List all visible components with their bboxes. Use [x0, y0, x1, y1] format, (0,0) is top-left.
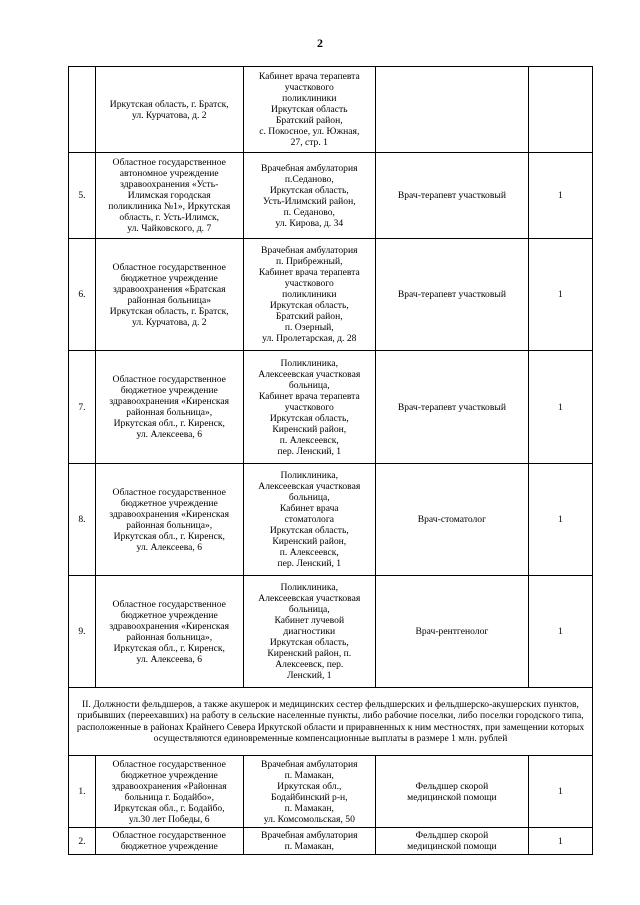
organization-cell: Областное государственное бюджетное учреждение здравоохранения «Киренская районная больница», Иркутская обл., г. Киренск, ул. Алексеева, 6 [95, 576, 243, 688]
position-cell: Врач-терапевт участковый [375, 239, 528, 351]
position-cell: Врач-рентгенолог [375, 576, 528, 688]
workplace-cell: Поликлиника, Алексеевская участковая больница, Кабинет врача стоматолога Иркутская область, Киренский район, п. Алексеевск, пер. Ленский, 1 [243, 464, 375, 576]
organization-cell: Областное государственное бюджетное учреждение здравоохранения «Районная больница г. Бодайбо», Иркутская обл., г. Бодайбо, ул.30 лет Победы, 6 [95, 756, 243, 828]
workplace-cell: Поликлиника, Алексеевская участковая больница, Кабинет лучевой диагностики Иркутская область, Киренский район, п. Алексеевск, пер. Ленский, 1 [243, 576, 375, 688]
row-number: 7. [69, 351, 96, 464]
table-row [69, 67, 593, 153]
row-number: 5. [69, 153, 96, 239]
section-heading: II. Должности фельдшеров, а также акушерок и медицинских сестер фельдшерских и фельдшерско-акушерских пунктов, прибывших (переехавших) на работу в сельские населенные пункты, либо рабочие поселки, либо поселки городского типа, расположенные в районах Крайнего Севера Иркутской области и приравненных к ним местностях, при замещении которых осуществляются единовременные компенсационные выплаты в размере 1 млн. рублей [69, 688, 593, 756]
workplace-cell: Врачебная амбулатория п. Прибрежный, Кабинет врача терапевта участкового поликлиники Иркутская область, Братский район, п. Озерный, ул. Пролетарская, д. 28 [243, 239, 375, 351]
row-number [69, 67, 96, 153]
row-number: 9. [69, 576, 96, 688]
count-cell: 1 [528, 153, 592, 239]
row-number: 2. [69, 828, 96, 855]
position-cell: Фельдшер скорой медицинской помощи [375, 756, 528, 828]
organization-cell: Областное государственное бюджетное учреждение здравоохранения «Братская районная больница» Иркутская область, г. Братск, ул. Курчатова, д. 2 [95, 239, 243, 351]
position-cell: Врач-терапевт участковый [375, 153, 528, 239]
table-row [69, 828, 593, 855]
workplace-cell: Врачебная амбулатория п. Мамакан, Иркутская обл., Бодайбинский р-н, п. Мамакан, ул. Комсомольская, 50 [243, 756, 375, 828]
count-cell: 1 [528, 351, 592, 464]
count-cell: 1 [528, 756, 592, 828]
table-row [69, 153, 593, 239]
workplace-cell: Кабинет врача терапевта участкового поликлиники Иркутская область Братский район, с. Покосное, ул. Южная, 27, стр. 1 [243, 67, 375, 153]
organization-cell: Областное государственное бюджетное учреждение [95, 828, 243, 855]
workplace-cell: Врачебная амбулатория п. Мамакан, [243, 828, 375, 855]
table-row [69, 351, 593, 464]
section-heading-row [69, 688, 593, 756]
positions-table [68, 66, 593, 855]
table-row [69, 239, 593, 351]
position-cell: Фельдшер скорой медицинской помощи [375, 828, 528, 855]
position-cell: Врач-терапевт участковый [375, 351, 528, 464]
organization-cell: Областное государственное бюджетное учреждение здравоохранения «Киренская районная больница», Иркутская обл., г. Киренск, ул. Алексеева, 6 [95, 351, 243, 464]
row-number: 6. [69, 239, 96, 351]
count-cell [528, 67, 592, 153]
count-cell: 1 [528, 464, 592, 576]
workplace-cell: Поликлиника, Алексеевская участковая больница, Кабинет врача терапевта участкового Иркутская область, Киренский район, п. Алексеевск, пер. Ленский, 1 [243, 351, 375, 464]
table-row [69, 576, 593, 688]
organization-cell: Иркутская область, г. Братск, ул. Курчатова, д. 2 [95, 67, 243, 153]
position-cell: Врач-стоматолог [375, 464, 528, 576]
count-cell: 1 [528, 576, 592, 688]
workplace-cell: Врачебная амбулатория п.Седаново, Иркутская область, Усть-Илимский район, п. Седаново, ул. Кирова, д. 34 [243, 153, 375, 239]
organization-cell: Областное государственное бюджетное учреждение здравоохранения «Киренская районная больница», Иркутская обл., г. Киренск, ул. Алексеева, 6 [95, 464, 243, 576]
table-row [69, 464, 593, 576]
organization-cell: Областное государственное автономное учреждение здравоохранения «Усть- Илимская городская поликлиника №1», Иркутская область, г. Усть-Илимск, ул. Чайковского, д. 7 [95, 153, 243, 239]
position-cell [375, 67, 528, 153]
row-number: 1. [69, 756, 96, 828]
count-cell: 1 [528, 239, 592, 351]
table-row [69, 756, 593, 828]
row-number: 8. [69, 464, 96, 576]
count-cell: 1 [528, 828, 592, 855]
page-number: 2 [317, 36, 323, 50]
